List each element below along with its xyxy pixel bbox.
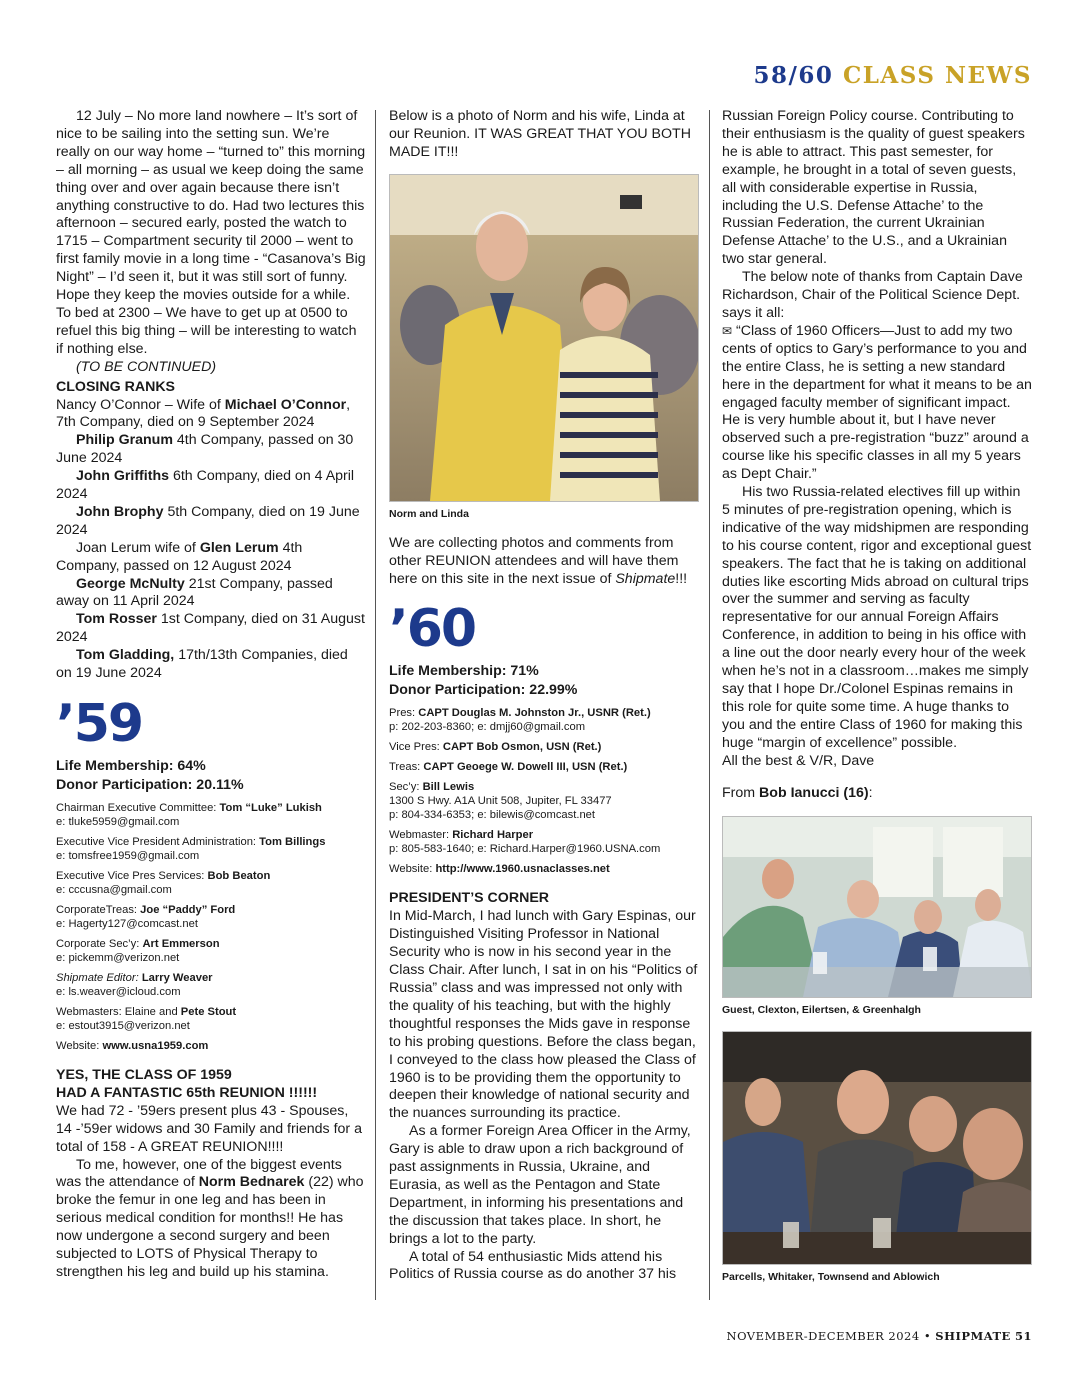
photo-intro: Below is a photo of Norm and his wife, Linda at our Reunion. IT WAS GREAT THAT YOU BOTH MADE IT!!! [389,108,691,160]
norm-linda-photo [389,174,699,502]
closing-entry: Tom Rosser 1st Company, died on 31 August 2024 [56,611,365,646]
donor-participation-60: Donor Participation: 22.99% [389,682,578,699]
reunion-title: YES, THE CLASS OF 1959 HAD A FANTASTIC 65th REUNION !!!!!! [56,1067,318,1101]
officer-entry: Vice Pres: CAPT Bob Osmon, USN (Ret.) [389,741,602,754]
section-header [754,62,1032,89]
column-2 [389,108,699,1284]
closing-entry: John Brophy 5th Company, died on 19 June 2024 [56,503,360,538]
closing-ranks-title: CLOSING RANKS [56,378,176,395]
guest-group-image [723,817,1032,997]
footer-separator: • [919,1329,936,1343]
closing-ranks-list [56,397,366,684]
officer-entry: Webmasters: Elaine and Pete Stout e: estout3915@verizon.net [56,1006,237,1032]
closing-entry: John Griffiths 6th Company, died on 4 April 2024 [56,468,355,503]
closing-entry: Philip Granum 4th Company, passed on 30 June 2024 [56,432,354,467]
officer-entry: Executive Vice President Administration: Tom Billings e: tomsfree1959@gmail.com [56,836,326,862]
column-3 [722,108,1032,1284]
officer-entry: Corporate Sec’y: Art Emmerson e: pickemm@verizon.net [56,938,220,964]
class-year-59: ’59 [56,694,143,754]
page-number: 51 [1014,1329,1032,1343]
presidents-corner-title: PRESIDENT’S CORNER [389,890,550,907]
class-year-60: ’60 [389,599,476,660]
norm-linda-image [390,175,699,501]
issue-date: NOVEMBER-DECEMBER 2024 [726,1329,920,1343]
website-link-59[interactable]: www.usna1959.com [102,1040,209,1052]
section-title: CLASS NEWS [842,62,1032,89]
officer-entry: Shipmate Editor: Larry Weaver e: ls.weaver@icloud.com [56,972,213,998]
website-link-60[interactable]: http://www.1960.usnaclasses.net [435,863,610,876]
website-59: Website: www.usna1959.com [56,1040,209,1052]
officers-60 [389,706,699,876]
to-be-continued: (TO BE CONTINUED) [76,358,217,375]
officer-entry: Treas: CAPT Geoege W. Dowell III, USN (Ret.) [389,761,628,774]
column-divider-1 [375,110,376,1300]
col3-paragraph-3: His two Russia-related electives fill up within 5 minutes of pre-registration opening, which is indicative of the way midshipmen are responding to his course content, rigor and exceptional guest speakers. The fact that he is taking on additional duties like escorting Mids abroad on cultural trips over the summer and serving as faculty representative for our annual Foreign Affairs Conference, in addition to being in his office with a line out the door nearly every hour of the week when he’s not in a classroom…makes me simply say that I hope Dr./Colonel Espinas remains in this role for quite some time. A huge thanks to you and the entire Class of 1960 for making this huge “margin of excellence” possible. [722,484,1032,751]
from-line: From Bob Ianucci (16): [722,784,873,801]
website-60: Website: http://www.1960.usnaclasses.net [389,863,610,876]
life-membership-59: Life Membership: 64% [56,758,206,774]
norm-linda-caption: Norm and Linda [389,507,469,520]
officers-59 [56,801,366,1053]
donor-participation-59: Donor Participation: 20.11% [56,777,244,793]
officer-entry: CorporateTreas: Joe “Paddy” Ford e: Hagerty127@comcast.net [56,904,236,930]
collecting-paragraph: We are collecting photos and comments from other REUNION attendees and will have them here on this site in the next issue of Shipmate!!! [389,534,688,587]
reunion-paragraph-2: To me, however, one of the biggest events was the attendance of Norm Bednarek (22) who broke the femur in one leg and has been in serious medical condition for months!! He has now undergone a second surgery and been subjected to LOTS of Physical Therapy to strengthen his leg and build up his stamina. [56,1156,364,1280]
parcells-group-photo [722,1031,1032,1265]
officer-entry: Pres: CAPT Douglas M. Johnston Jr., USNR (Ret.) p: 202-203-8360; e: dmjj60@gmail.com [389,707,651,734]
column-1 [56,108,366,1282]
corner-paragraph-3: A total of 54 enthusiastic Mids attend his Politics of Russia course as do another 37 his [389,1248,677,1283]
section-number: 58/60 [753,62,834,89]
life-membership-60: Life Membership: 71% [389,663,539,680]
guest-group-photo [722,816,1032,998]
officer-entry: Webmaster: Richard Harper p: 805-583-1640; e: Richard.Harper@1960.USNA.com [389,829,661,856]
parcells-photo-caption: Parcells, Whitaker, Townsend and Ablowich [722,1271,940,1284]
officer-entry: Chairman Executive Committee: Tom “Luke” Lukish e: tluke5959@gmail.com [56,802,322,828]
diary-entry: 12 July – No more land nowhere – It’s sort of nice to be sailing into the setting sun. We’re really on our way home – “turned to” this morning – all morning – as usual we keep doing the same thing over and over again because there isn’t anything constructive to do. Had two lectures this afternoon – secured early, posted the watch to 1715 – Compartment security til 2000 – went to first family movie in a long time - “Casanova’s Big Night” – I’d seen it, but it was still sort of funny. Hope they keep the movies outside for a while. To bed at 2300 – We have to get up at 0500 to refuel this big thing – will be interesting to watch if nothing else. [56,108,366,357]
corner-paragraph-1: In Mid-March, I had lunch with Gary Espinas, our Distinguished Visiting Professor in National Security who is now in his second year in the Class Chair. After lunch, I sat in on his “Politics of Russia” class and was impressed not only with the quality of his teaching, but with the highly thoughtful responses the Mids gave in response to his probing questions. Before the class began, I conveyed to the class how pleased the Class of 1960 is to be providing them the opportunity to deepen their knowledge of national security and the nuances surrounding its practice. [389,908,698,1122]
parcells-group-image [723,1032,1032,1264]
col3-paragraph-1: Russian Foreign Policy course. Contributing to their enthusiasm is the quality of guest speakers he is able to attract. This past semester, for example, he brought in a total of seven guests, all with considerable expertise in Russia, including the U.S. Defense Attache’ to the Russian Federation, the current Ukrainian Defense Attache’ to the U.S., and a Ukrainian two star general. [722,108,1025,268]
thanks-quote: ✉ “Class of 1960 Officers—Just to add my two cents of optics to Gary’s performance to you and the entire Class, he is setting a new standard here in the department for what it means to be an engaged faculty member of significant impact. He is very humble about it, but I have never observed such a pre-registration “buzz” around a course like his specific classes in all my 5 years as Dept Chair.” [722,322,1032,483]
column-divider-2 [709,110,710,1300]
officer-entry: Executive Vice Pres Services: Bob Beaton e: cccusna@gmail.com [56,870,271,896]
corner-paragraph-2: As a former Foreign Area Officer in the Army, Gary is able to draw upon a rich background of past assignments in Russia, Ukraine, and Eurasia, as well as the Pentagon and State Department, in informing his presentations and the discussion that takes place. In short, he brings a lot to the party. [389,1123,691,1247]
publication-name: SHIPMATE [935,1329,1011,1343]
envelope-icon: ✉ [722,323,733,338]
closing-entry: Tom Gladding, 17th/13th Companies, died on 19 June 2024 [56,647,348,682]
closing-entry: George McNulty 21st Company, passed away on 11 April 2024 [56,575,333,610]
guest-photo-caption: Guest, Clexton, Eilertsen, & Greenhalgh [722,1004,921,1017]
signoff: All the best & V/R, Dave [722,752,875,769]
col3-paragraph-2: The below note of thanks from Captain Dave Richardson, Chair of the Political Science Dept. says it all: [722,269,1023,321]
closing-entry: Nancy O’Connor – Wife of Michael O’Connor, 7th Company, died on 9 September 2024 [56,396,351,431]
reunion-paragraph-1: We had 72 - ’59ers present plus 43 - Spouses, 14 -’59er widows and 30 Family and friends for a total of 158 - A GREAT REUNION!!!! [56,1102,362,1155]
officer-entry: Sec’y: Bill Lewis 1300 S Hwy. A1A Unit 508, Jupiter, FL 33477 p: 804-334-6353; e: bilewis@comcast.net [389,781,612,822]
closing-entry: Joan Lerum wife of Glen Lerum 4th Company, passed on 12 August 2024 [56,539,303,574]
page-footer [727,1329,1033,1343]
